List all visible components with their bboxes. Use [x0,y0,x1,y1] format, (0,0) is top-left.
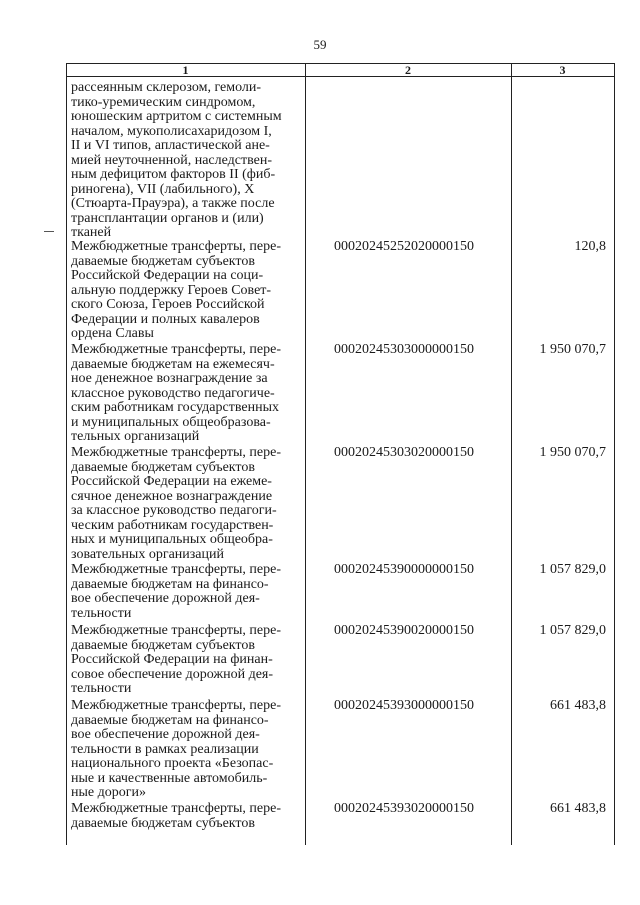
row-code: 00020245390000000150 [334,562,474,577]
page-number: 59 [313,37,327,52]
row-description: Межбюджетные трансферты, пере- даваемые бюджетам субъектов Российской Федерации на финан- совое обеспечение дорожной дея- тельности [71,623,281,696]
header-bottom-rule [66,76,614,77]
column-header-1: 1 [182,63,189,77]
row-code: 00020245303020000150 [334,445,474,460]
row-amount: 661 483,8 [550,801,606,816]
table-right-border [614,63,615,845]
row-description: Межбюджетные трансферты, пере- даваемые бюджетам на финансо- вое обеспечение дорожной дея- тельности в рамках реализации национального проекта «Безопас- ные и качественные автомобиль- ные дороги» [71,698,281,800]
row-code: 00020245393000000150 [334,698,474,713]
row-code: 00020245303000000150 [334,342,474,357]
row-description: Межбюджетные трансферты, пере- даваемые бюджетам субъектов [71,801,281,831]
row-description: Межбюджетные трансферты, пере- даваемые бюджетам на финансо- вое обеспечение дорожной дея- тельности [71,562,281,621]
row-description: Межбюджетные трансферты, пере- даваемые бюджетам субъектов Российской Федерации на ежеме- сячное денежное вознаграждение за классное руководство педагоги- ческим работникам государствен- ных и муниципальных общеобра- зовательных организаций [71,445,281,562]
row-description: Межбюджетные трансферты, пере- даваемые бюджетам на ежемесяч- ное денежное вознаграждение за классное руководство педагогиче- ским работникам государственных и муниципальных общеобразова- тельных организаций [71,342,281,444]
row-code: 00020245390020000150 [334,623,474,638]
row-amount: 1 950 070,7 [539,342,606,357]
row-description: Межбюджетные трансферты, пере- даваемые бюджетам субъектов Российской Федерации на соци- альную поддержку Героев Совет- ского Союза, Героев Российской Федерации и полных кавалеров ордена Славы [71,239,281,341]
row-amount: 120,8 [574,239,606,254]
margin-mark [44,231,54,232]
row-code: 00020245252020000150 [334,239,474,254]
row-amount: 1 057 829,0 [539,562,606,577]
table-left-border [66,63,67,845]
row-description: рассеянным склерозом, гемоли- тико-уремическим синдромом, юношеским артритом с системным началом, мукополисахаридозом I, II и VI типов, апластической ане- мией неуточненной, наследствен- ным дефицитом факторов II (фиб- риногена), VII (лабильного), X (Стюарта-Прауэра), а также после трансплантации органов и (или) тканей [71,80,282,240]
row-amount: 661 483,8 [550,698,606,713]
row-amount: 1 950 070,7 [539,445,606,460]
row-amount: 1 057 829,0 [539,623,606,638]
column-header-2: 2 [405,63,411,77]
column-header-3: 3 [559,63,566,77]
row-code: 00020245393020000150 [334,801,474,816]
column-divider-1 [305,63,306,845]
